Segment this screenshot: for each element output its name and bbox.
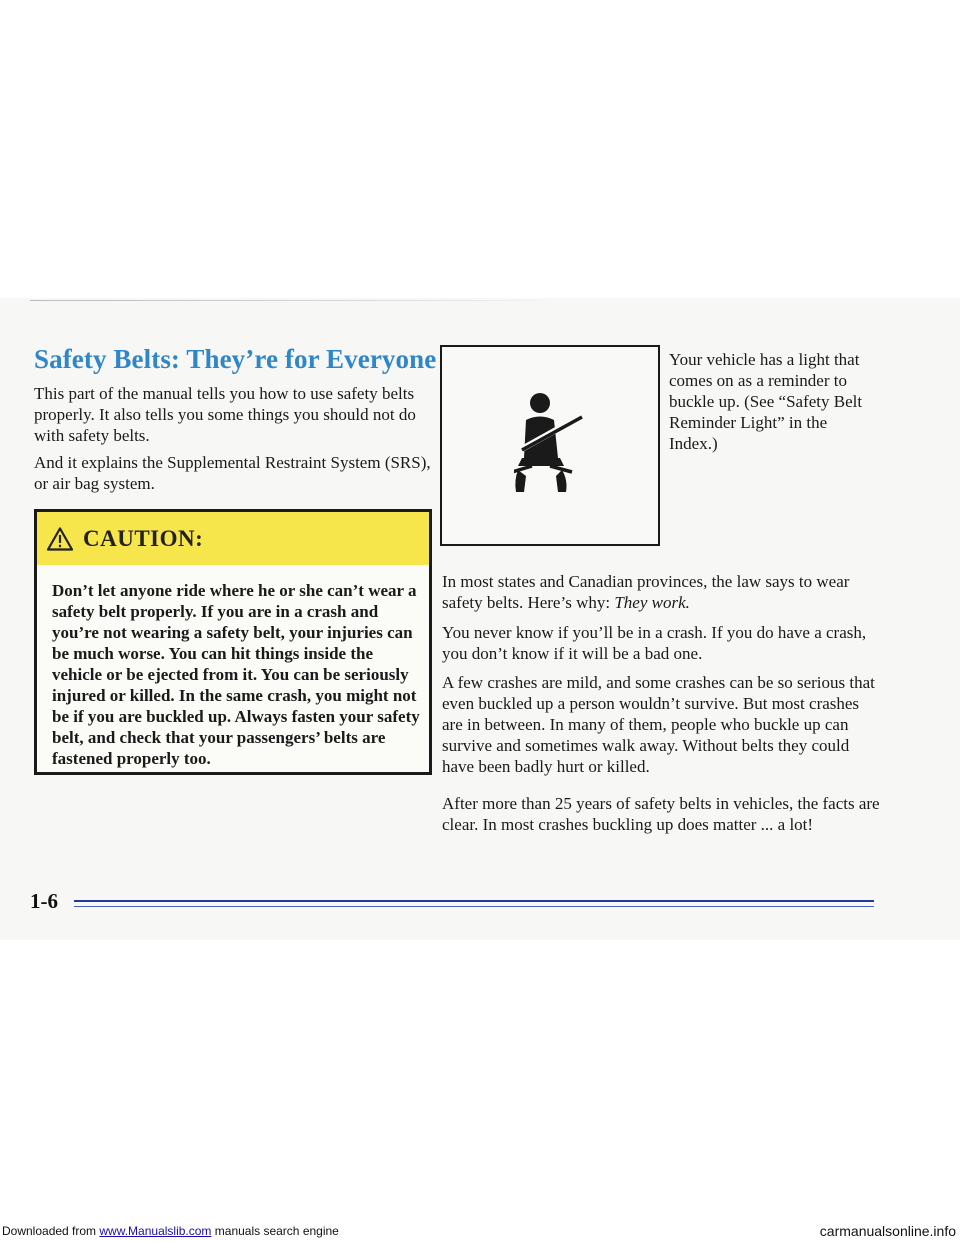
seat-belt-icon (514, 390, 588, 494)
reminder-text: Your vehicle has a light that comes on as a reminder to buckle up. (See “Safety Belt Reminder Light” in the Index.) (669, 350, 863, 453)
intro-paragraph-1: This part of the manual tells you how to use safety belts properly. It also tells you some things you should not do with safety belts. (34, 384, 416, 445)
law-paragraph (442, 571, 882, 613)
site-watermark: carmanualsonline.info (819, 1223, 956, 1239)
crash-paragraph: You never know if you’ll be in a crash. If you do have a crash, you don’t know if it will be a bad one. (442, 623, 867, 663)
law-emphasis: They work. (614, 593, 690, 612)
top-rule (30, 300, 560, 301)
section-title: Safety Belts: They’re for Everyone (34, 344, 437, 374)
caution-box (34, 509, 432, 775)
download-suffix: manuals search engine (211, 1224, 339, 1238)
manualslib-link[interactable]: www.Manualslib.com (99, 1224, 212, 1238)
download-bar (0, 1220, 960, 1242)
caution-title: CAUTION: (83, 525, 204, 551)
seat-belt-reminder-box (440, 345, 660, 546)
warning-triangle-icon (47, 527, 73, 551)
caution-header (37, 512, 429, 565)
law-text: In most states and Canadian provinces, the law says to wear safety belts. Here’s why: (442, 572, 850, 612)
facts-paragraph: After more than 25 years of safety belts in vehicles, the facts are clear. In most crashes buckling up does matter ... a lot! (442, 794, 880, 834)
footer-rule (74, 900, 874, 902)
caution-text: Don’t let anyone ride where he or she can’t wear a safety belt properly. If you are in a crash and you’re not wearing a safety belt, your injuries can be much worse. You can hit things inside the vehicle or be ejected from it. You can be seriously injured or killed. In the same crash, you might not be if you are buckled up. Always fasten your safety belt, and check that your passengers’ belts are fastened properly too. (52, 581, 420, 768)
download-prefix: Downloaded from (2, 1224, 100, 1238)
page-number: 1-6 (30, 889, 58, 913)
severity-paragraph: A few crashes are mild, and some crashes can be so serious that even buckled up a person wouldn’t survive. But most crashes are in between. In many of them, people who buckle up can survive and sometimes walk away. Without belts they could have been badly hurt or killed. (442, 673, 875, 776)
download-credit (2, 1220, 339, 1242)
intro-paragraph-2: And it explains the Supplemental Restraint System (SRS), or air bag system. (34, 453, 431, 493)
footer-rule-thin (74, 906, 874, 907)
